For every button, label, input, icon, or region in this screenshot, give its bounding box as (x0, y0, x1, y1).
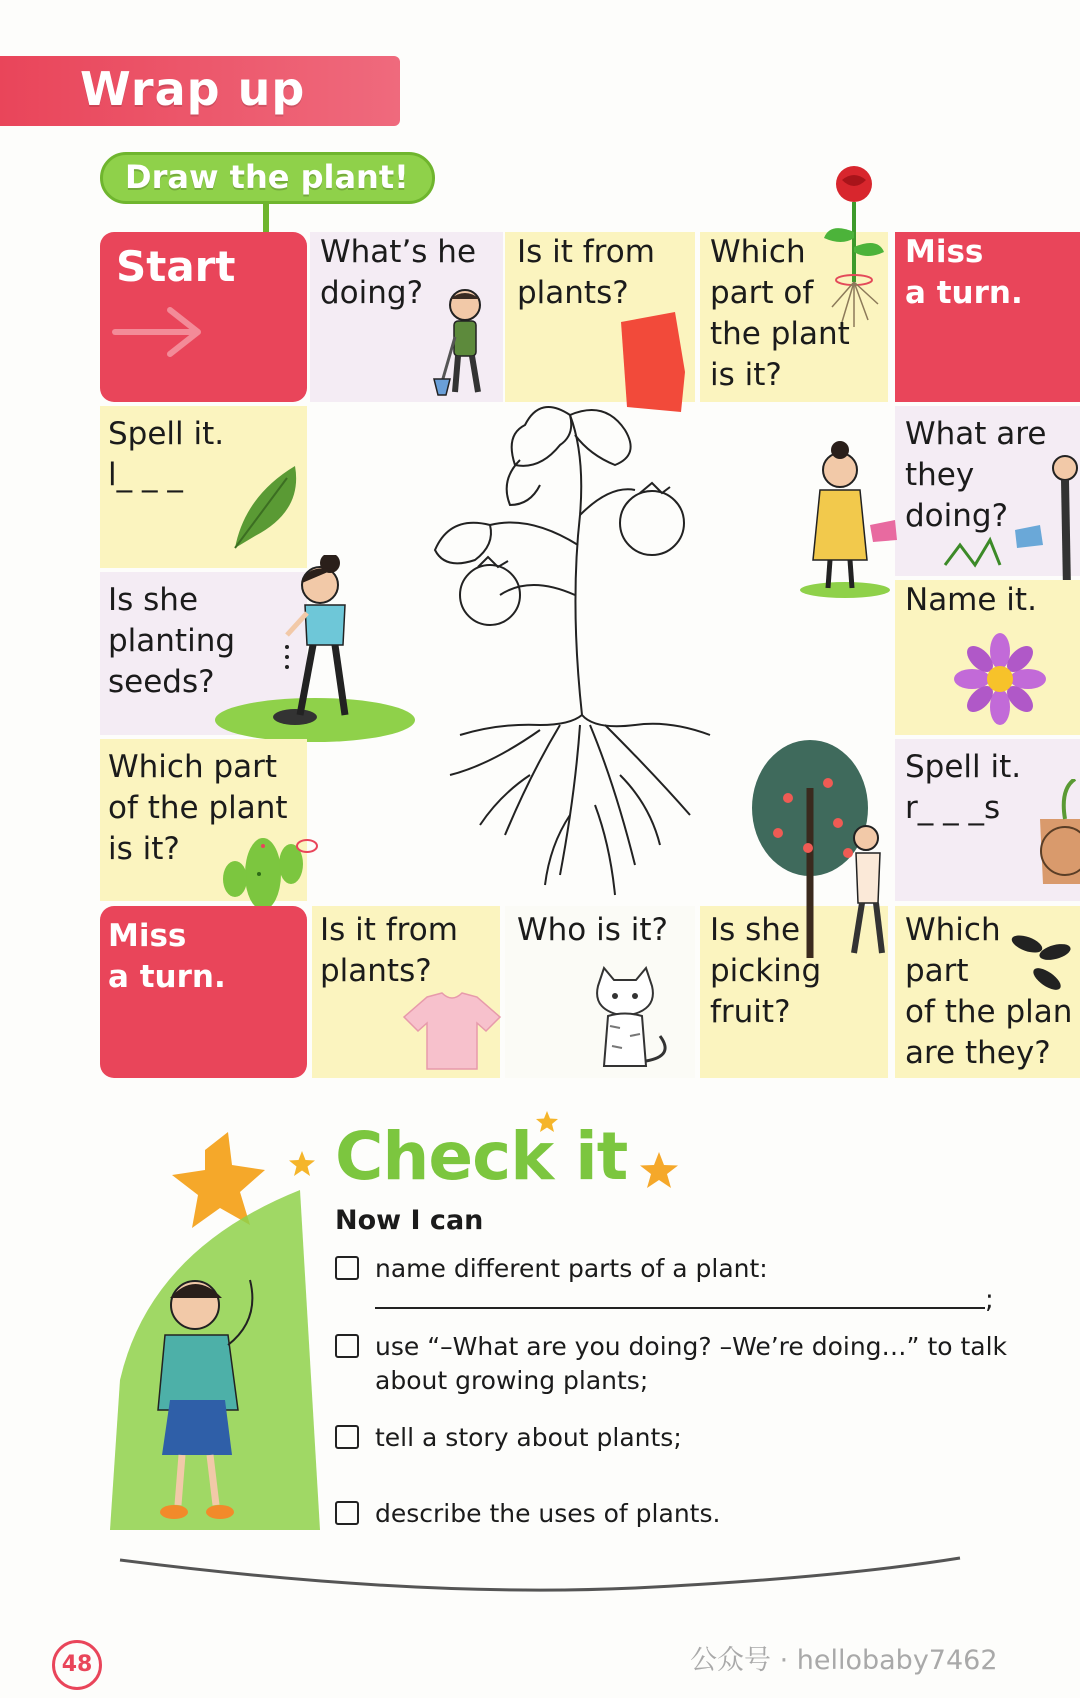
board-cell (505, 232, 695, 402)
girl-planting-icon (195, 555, 415, 745)
now-i-can-label: Now I can (335, 1205, 484, 1236)
blank-end: ; (985, 1285, 994, 1315)
start-label: Start (116, 242, 236, 291)
board-cell (505, 906, 695, 1078)
cell-question: Spell it. r_ _ _s (905, 749, 1022, 826)
activity-title: Draw the plant! (125, 158, 409, 196)
board-cell (312, 906, 500, 1078)
checklist-text: tell a story about plants; (375, 1423, 682, 1452)
cell-question: Is she planting seeds? (108, 582, 236, 700)
board-cell (895, 739, 1080, 901)
miss-turn-label: Miss a turn. (108, 918, 226, 995)
checkbox[interactable] (335, 1334, 359, 1358)
checkbox[interactable] (335, 1256, 359, 1280)
board-cell-miss-turn (895, 232, 1080, 402)
girl-with-star-illustration (110, 1130, 325, 1545)
cell-question: Who is it? (517, 912, 668, 948)
flower-icon (950, 632, 1050, 727)
star-icon (638, 1150, 680, 1192)
section-title: Check it (335, 1118, 628, 1195)
checklist-text: use “–What are you doing? –We’re doing…” to talk about growing plants; (375, 1332, 1008, 1395)
cell-question: Is it from plants? (320, 912, 458, 989)
leaf-icon (225, 456, 305, 556)
cell-question: Which part of the plan are they? (905, 912, 1073, 1071)
roots-pot-icon (1035, 779, 1080, 889)
wave-divider (115, 1548, 965, 1618)
cell-question: Is it from plants? (517, 234, 655, 311)
rose-icon (812, 162, 892, 327)
cat-icon (580, 966, 680, 1076)
page-title: Wrap up (80, 62, 306, 116)
boy-digging-icon (430, 287, 500, 402)
page-number: 48 (52, 1640, 102, 1690)
checklist-text: describe the uses of plants. (375, 1499, 721, 1528)
checkbox[interactable] (335, 1501, 359, 1525)
board-cell-miss-turn (100, 906, 307, 1078)
cell-question: What are they doing? (905, 416, 1047, 534)
star-icon (288, 1150, 316, 1178)
cell-question: Which part of the plant is it? (108, 749, 288, 867)
cell-question: Name it. (905, 582, 1037, 618)
fruit-tree-icon (748, 738, 898, 963)
seeds-icon (1007, 924, 1077, 994)
cell-question: What’s he doing? (320, 234, 477, 311)
board-cell (100, 739, 307, 901)
pill-connector (263, 203, 269, 233)
tshirt-icon (402, 991, 502, 1071)
board-cell (895, 580, 1080, 735)
arrow-right-icon (110, 302, 210, 362)
answer-line (375, 1307, 985, 1309)
board-cell (700, 232, 888, 402)
plant-outline-drawing (420, 395, 750, 910)
watermark: 公众号 · hellobaby7462 (690, 1645, 998, 1676)
cell-question: Which part of the plant is it? (710, 234, 850, 393)
board-cell-start (100, 232, 307, 402)
watering-plants-icon (795, 440, 1080, 600)
board-cell (100, 406, 307, 568)
cell-question: Spell it. l_ _ _ (108, 416, 225, 493)
cell-question: Is she picking fruit? (710, 912, 822, 1030)
checklist-text: name different parts of a plant: (375, 1254, 768, 1283)
board-cell (895, 906, 1080, 1078)
cactus-icon (215, 824, 325, 914)
checkbox[interactable] (335, 1425, 359, 1449)
miss-turn-label: Miss a turn. (905, 234, 1023, 311)
board-cell (310, 232, 503, 402)
